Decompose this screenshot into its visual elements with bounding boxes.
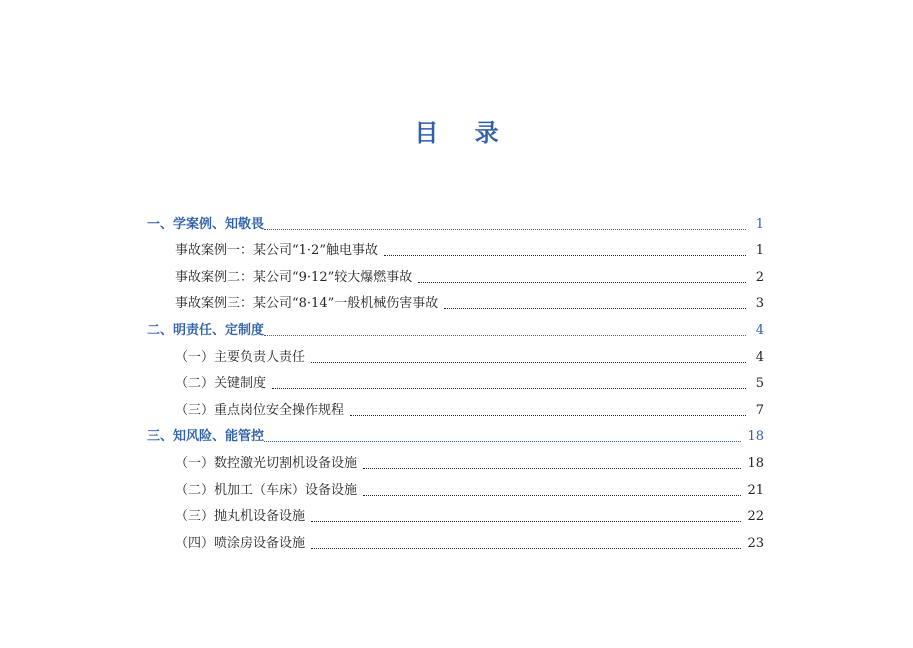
toc-entry-title: （三）抛丸机设备设施 <box>175 509 306 525</box>
toc-page-number: 3 <box>755 296 764 312</box>
toc-page-number: 5 <box>755 376 764 392</box>
toc-entry-title: 一、学案例、知敬畏 <box>147 216 265 232</box>
toc-page-number: 23 <box>747 535 764 551</box>
toc-entry-title: （一）数控激光切割机设备设施 <box>175 455 358 471</box>
dot-leader <box>272 388 746 389</box>
toc-page-number: 4 <box>755 322 764 338</box>
toc-section-entry[interactable] <box>147 207 764 234</box>
dot-leader <box>264 229 746 230</box>
toc-page-number: 1 <box>755 216 764 232</box>
toc-entry[interactable] <box>147 234 764 261</box>
toc-section-entry[interactable] <box>147 313 764 340</box>
dot-leader <box>363 468 741 469</box>
dot-leader <box>418 282 746 283</box>
toc-page-number: 4 <box>755 349 764 365</box>
dot-leader <box>311 548 741 549</box>
toc-entry-title: 二、明责任、定制度 <box>147 322 265 338</box>
toc-entry-title: （二）关键制度 <box>175 376 267 392</box>
toc-entry[interactable] <box>147 526 764 553</box>
toc-entry[interactable] <box>147 340 764 367</box>
page-title: 目 录 <box>414 118 513 147</box>
toc-entry[interactable] <box>147 287 764 314</box>
dot-leader <box>311 521 741 522</box>
toc-entry-title: 事故案例二：某公司“9·12”较大爆燃事故 <box>175 269 413 285</box>
toc-page-number: 21 <box>747 482 764 498</box>
toc-entry[interactable] <box>147 500 764 527</box>
toc-page-number: 7 <box>755 402 764 418</box>
toc-page-number: 18 <box>747 455 764 471</box>
toc-entry-title: （四）喷涂房设备设施 <box>175 535 306 551</box>
toc-entry-title: （三）重点岗位安全操作规程 <box>175 402 345 418</box>
dot-leader <box>444 308 746 309</box>
toc-entry-title: 三、知风险、能管控 <box>147 429 265 445</box>
toc-entry[interactable] <box>147 473 764 500</box>
dot-leader <box>384 255 746 256</box>
toc-entry-title: （二）机加工（车床）设备设施 <box>175 482 358 498</box>
toc-entry[interactable] <box>147 260 764 287</box>
dot-leader <box>363 495 741 496</box>
toc-entry-title: 事故案例一：某公司“1·2”触电事故 <box>175 243 378 259</box>
toc-entry[interactable] <box>147 367 764 394</box>
toc-page-number: 1 <box>755 243 764 259</box>
toc-entry-title: （一）主要负责人责任 <box>175 349 306 365</box>
dot-leader <box>264 441 741 442</box>
dot-leader <box>264 335 746 336</box>
toc-entry[interactable] <box>147 446 764 473</box>
toc-page-number: 22 <box>747 509 764 525</box>
toc-entry[interactable] <box>147 393 764 420</box>
dot-leader <box>311 362 746 363</box>
toc-page-number: 18 <box>747 429 764 445</box>
toc-page-number: 2 <box>755 269 764 285</box>
toc-entry-title: 事故案例三：某公司“8·14”一般机械伤害事故 <box>175 296 439 312</box>
toc-section-entry[interactable] <box>147 420 764 447</box>
table-of-contents <box>147 207 764 553</box>
dot-leader <box>350 415 746 416</box>
